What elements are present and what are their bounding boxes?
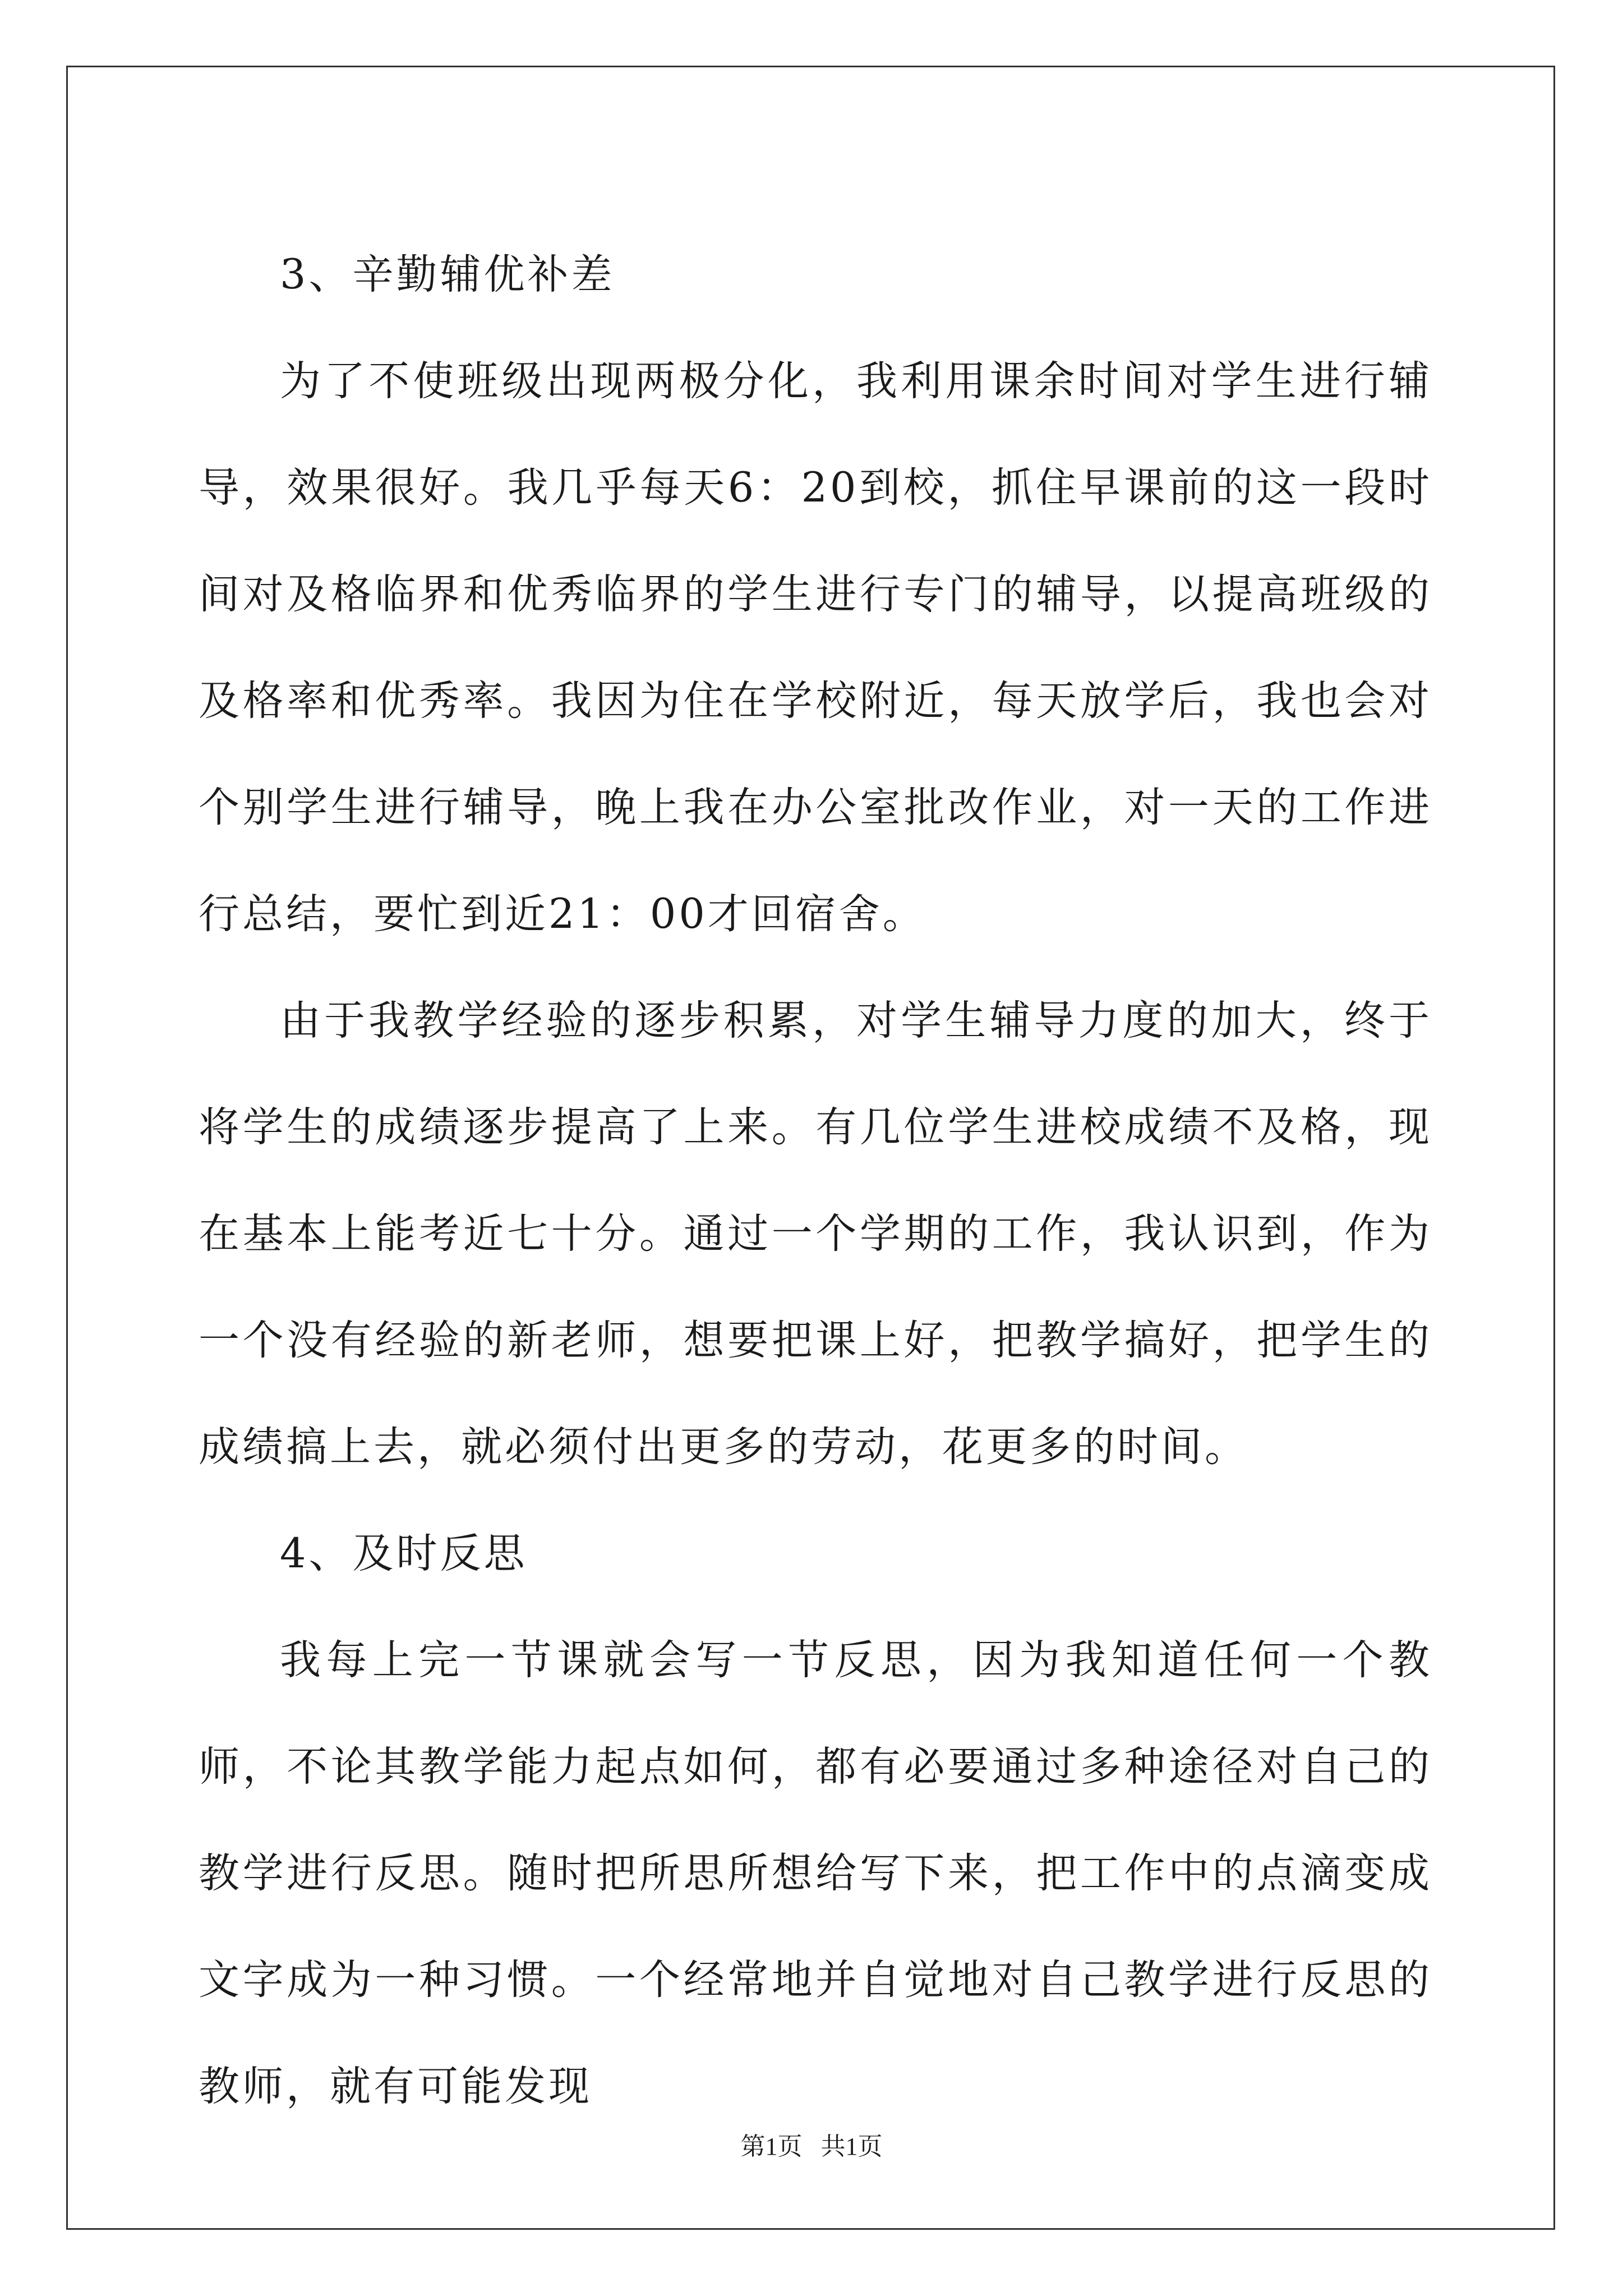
section-heading-4: 4、及时反思: [280, 1530, 528, 1577]
paragraph-results: 由于我教学经验的逐步积累，对学生辅导力度的加大，终于将学生的成绩逐步提高了上来。有几位学生进校成绩不及格，现在基本上能考近七十分。通过一个学期的工作，我认识到，作为一个没有经验的新老师，想要把课上好，把教学搞好，把学生的成绩搞上去，就必须付出更多的劳动，花更多的时间。: [199, 997, 1432, 1471]
paragraph-tutoring: 为了不使班级出现两极分化，我利用课余时间对学生进行辅导，效果很好。我几乎每天6：20到校，抓住早课前的这一段时间对及格临界和优秀临界的学生进行专门的辅导，以提高班级的及格率和优秀率。我因为住在学校附近，每天放学后，我也会对个别学生进行辅导，晚上我在办公室批改作业，对一天的工作进行总结，要忙到近21：00才回宿舍。: [199, 357, 1432, 938]
paragraph-reflection: 我每上完一节课就会写一节反思，因为我知道任何一个教师，不论其教学能力起点如何，都有必要通过多种途径对自己的教学进行反思。随时把所思所想给写下来，把工作中的点滴变成文字成为一种习惯。一个经常地并自觉地对自己教学进行反思的教师，就有可能发现: [199, 1636, 1432, 2110]
page-footer: 第1页 共1页: [740, 2133, 883, 2160]
document-body: [199, 222, 1432, 2140]
section-heading-3: 3、辛勤辅优补差: [280, 251, 615, 298]
